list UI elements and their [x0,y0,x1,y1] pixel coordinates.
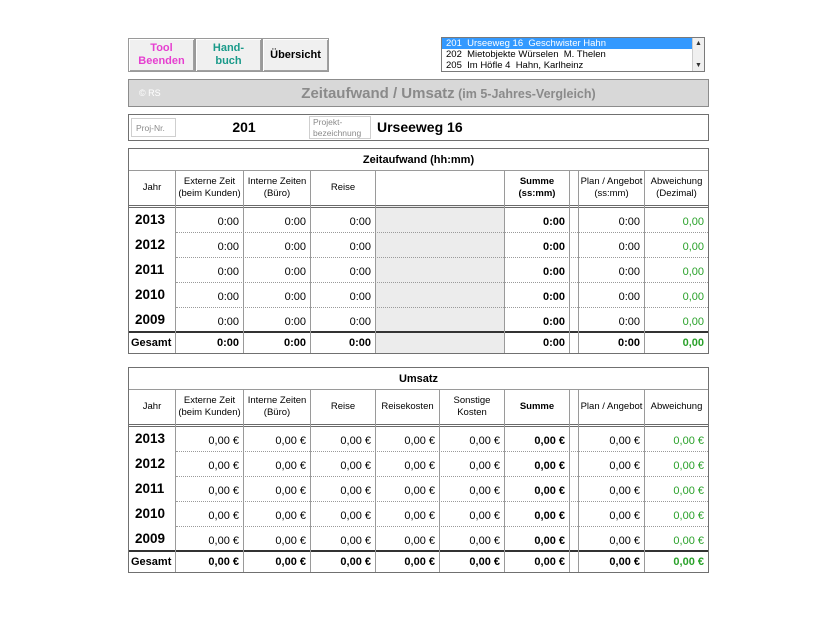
total-sonst: 0,00 € [469,556,500,568]
cell-plan[interactable]: 0:00 [618,266,640,278]
header-reise: Reise [330,182,356,193]
cell-reise[interactable]: 0,00 € [340,510,371,522]
total-abw: 0,00 [682,337,704,349]
header-sonstige-kosten-1: Sonstige [453,395,491,406]
cell-plan[interactable]: 0,00 € [609,435,640,447]
cell-reisekosten[interactable]: 0,00 € [404,485,435,497]
tool-beenden-button[interactable] [128,38,195,72]
cell-summe[interactable]: 0:00 [542,241,565,253]
umsatz-table [128,367,709,573]
cell-abw[interactable]: 0,00 € [673,460,704,472]
header-externe-zeit-1: Externe Zeit [183,176,236,187]
cell-extern[interactable]: 0:00 [217,241,239,253]
cell-extern[interactable]: 0,00 € [208,485,239,497]
project-number-label: Proj-Nr. [131,118,176,137]
cell-abw[interactable]: 0,00 € [673,510,704,522]
row-year: 2010 [135,287,166,302]
header-externe-zeit [176,171,243,205]
cell-intern[interactable]: 0:00 [284,291,306,303]
cell-intern[interactable]: 0:00 [284,266,306,278]
cell-reise[interactable]: 0,00 € [340,460,371,472]
header-externe-zeit [176,390,243,424]
row-year: 2011 [135,481,165,496]
cell-reisekosten[interactable]: 0,00 € [404,535,435,547]
handbuch-label-2: buch [215,55,242,67]
total-reisekosten: 0,00 € [404,556,435,568]
cell-intern[interactable]: 0,00 € [275,510,306,522]
cell-reisekosten[interactable]: 0,00 € [404,435,435,447]
cell-intern[interactable]: 0,00 € [275,485,306,497]
listbox-scrollbar[interactable] [692,38,704,71]
total-abw: 0,00 € [673,556,704,568]
cell-abw[interactable]: 0,00 [682,241,704,253]
row-year: 2012 [135,456,166,471]
header-reisekosten: Reisekosten [381,401,434,412]
total-plan: 0,00 € [609,556,640,568]
total-intern: 0,00 € [275,556,306,568]
cell-intern[interactable]: 0:00 [284,241,306,253]
cell-summe[interactable]: 0:00 [542,216,565,228]
cell-intern[interactable]: 0,00 € [275,460,306,472]
cell-plan[interactable]: 0,00 € [609,510,640,522]
row-year: 2011 [135,262,165,277]
cell-summe[interactable]: 0:00 [542,316,565,328]
cell-abw[interactable]: 0,00 [682,266,704,278]
total-reise: 0,00 € [340,556,371,568]
total-extern: 0,00 € [208,556,239,568]
tool-beenden-label-2: Beenden [138,55,185,67]
header-interne-zeiten-2: (Büro) [263,407,291,418]
total-plan: 0:00 [617,337,640,349]
header-sonstige-kosten-2: Kosten [457,407,487,418]
row-year: 2012 [135,237,166,252]
cell-extern[interactable]: 0,00 € [208,535,239,547]
zeitaufwand-table [128,148,709,354]
cell-summe[interactable]: 0,00 € [534,485,565,497]
total-label: Gesamt [131,337,172,349]
uebersicht-label: Übersicht [270,48,321,61]
header-abweichung [645,171,708,205]
project-list-item[interactable]: 205 Im Höfle 4 Hahn, Karlheinz [446,60,584,71]
header-interne-zeiten-1: Interne Zeiten [247,395,307,406]
cell-extern[interactable]: 0:00 [217,316,239,328]
cell-intern[interactable]: 0,00 € [275,535,306,547]
row-year: 2013 [135,212,166,227]
cell-reise[interactable]: 0,00 € [340,535,371,547]
cell-summe[interactable]: 0,00 € [534,510,565,522]
header-interne-zeiten [244,171,310,205]
cell-abw[interactable]: 0,00 [682,216,704,228]
page-subtitle: (im 5-Jahres-Vergleich) [454,87,596,101]
title-bar [128,79,709,107]
cell-reise[interactable]: 0,00 € [340,435,371,447]
header-jahr: Jahr [142,182,162,193]
header-abweichung-2: (Dezimal) [656,188,697,199]
cell-extern[interactable]: 0,00 € [208,460,239,472]
cell-summe[interactable]: 0,00 € [534,460,565,472]
cell-abw[interactable]: 0,00 [682,316,704,328]
header-sonstige-kosten [440,390,504,424]
project-name-label [309,116,371,139]
row-year: 2010 [135,506,166,521]
cell-extern[interactable]: 0:00 [217,266,239,278]
cell-sonst[interactable]: 0,00 € [469,435,500,447]
cell-extern[interactable]: 0,00 € [208,510,239,522]
header-plan-angebot-1: Plan / Angebot [580,176,643,187]
cell-sonst[interactable]: 0,00 € [469,460,500,472]
total-summe: 0:00 [542,337,565,349]
cell-abw[interactable]: 0,00 € [673,485,704,497]
project-name-label-1: Projekt- [313,117,343,127]
cell-plan[interactable]: 0:00 [618,316,640,328]
page-title-main: Zeitaufwand / Umsatz [301,85,455,102]
cell-reise[interactable]: 0:00 [349,291,371,303]
cell-reise[interactable]: 0:00 [349,266,371,278]
copyright-label: © RS [139,88,161,98]
total-intern: 0:00 [283,337,306,349]
header-externe-zeit-1: Externe Zeit [183,395,236,406]
header-externe-zeit-2: (beim Kunden) [178,188,241,199]
cell-abw[interactable]: 0,00 € [673,535,704,547]
cell-sonst[interactable]: 0,00 € [469,485,500,497]
cell-plan[interactable]: 0,00 € [609,485,640,497]
cell-plan[interactable]: 0,00 € [609,535,640,547]
cell-plan[interactable]: 0:00 [618,241,640,253]
cell-extern[interactable]: 0:00 [217,216,239,228]
row-year: 2009 [135,312,166,327]
cell-plan[interactable]: 0,00 € [609,460,640,472]
zeitaufwand-title: Zeitaufwand (hh:mm) [362,154,475,166]
cell-summe[interactable]: 0:00 [542,291,565,303]
cell-reise[interactable]: 0:00 [349,316,371,328]
header-reise: Reise [330,401,356,412]
cell-extern[interactable]: 0:00 [217,291,239,303]
total-reise: 0:00 [348,337,371,349]
cell-reisekosten[interactable]: 0,00 € [404,510,435,522]
uebersicht-button[interactable] [262,38,329,72]
cell-plan[interactable]: 0:00 [618,216,640,228]
project-number-value[interactable]: 201 [232,119,256,135]
row-year: 2013 [135,431,166,446]
cell-summe[interactable]: 0:00 [542,266,565,278]
cell-sonst[interactable]: 0,00 € [469,535,500,547]
handbuch-button[interactable] [195,38,262,72]
header-plan-angebot: Plan / Angebot [580,401,643,412]
project-list-item[interactable]: 202 Mietobjekte Würselen M. Thelen [446,49,606,60]
project-name-label-2: bezeichnung [313,128,362,138]
header-jahr: Jahr [142,401,162,412]
header-plan-angebot [579,171,644,205]
tool-beenden-label-1: Tool [150,42,173,54]
scroll-down-arrow-icon[interactable]: ▼ [695,62,702,69]
page-title [129,85,708,102]
cell-abw[interactable]: 0,00 [682,291,704,303]
cell-intern[interactable]: 0,00 € [275,435,306,447]
header-summe: Summe [519,401,555,412]
header-interne-zeiten-2: (Büro) [263,188,291,199]
header-interne-zeiten [244,390,310,424]
cell-reise[interactable]: 0:00 [349,216,371,228]
cell-sonst[interactable]: 0,00 € [469,510,500,522]
header-abweichung-1: Abweichung [650,176,703,187]
cell-reise[interactable]: 0,00 € [340,485,371,497]
cell-intern[interactable]: 0:00 [284,216,306,228]
cell-summe[interactable]: 0,00 € [534,535,565,547]
cell-extern[interactable]: 0,00 € [208,435,239,447]
total-label: Gesamt [131,556,172,568]
header-plan-angebot-2: (ss:mm) [594,188,629,199]
project-info-row [128,114,709,141]
total-summe: 0,00 € [534,556,565,568]
cell-plan[interactable]: 0:00 [618,291,640,303]
cell-reisekosten[interactable]: 0,00 € [404,460,435,472]
cell-summe[interactable]: 0,00 € [534,435,565,447]
umsatz-title: Umsatz [398,373,439,385]
handbuch-label-1: Hand- [212,42,245,54]
total-extern: 0:00 [216,337,239,349]
header-interne-zeiten-1: Interne Zeiten [247,176,307,187]
scroll-up-arrow-icon[interactable]: ▲ [695,40,702,47]
header-summe-2: (ss:mm) [518,188,556,199]
header-abweichung: Abweichung [650,401,703,412]
row-year: 2009 [135,531,166,546]
project-list-item[interactable]: 201 Urseeweg 16 Geschwister Hahn [442,38,704,49]
header-summe [505,171,569,205]
header-summe-1: Summe [519,176,555,187]
project-listbox[interactable] [441,37,705,72]
cell-abw[interactable]: 0,00 € [673,435,704,447]
cell-reise[interactable]: 0:00 [349,241,371,253]
cell-intern[interactable]: 0:00 [284,316,306,328]
header-externe-zeit-2: (beim Kunden) [178,407,241,418]
project-name-value[interactable]: Urseeweg 16 [377,119,463,135]
